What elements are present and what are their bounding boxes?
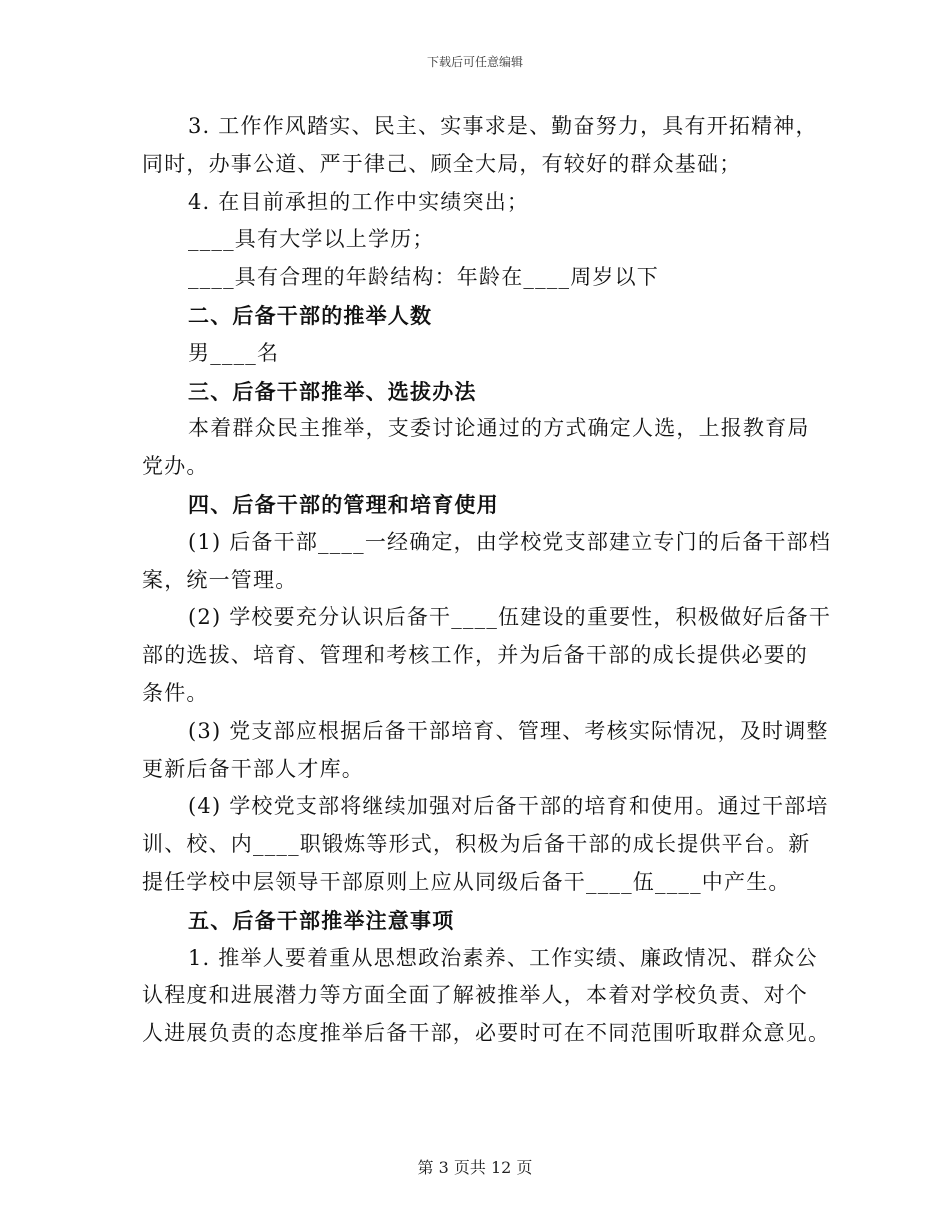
- paragraph-line: (2) 学校要充分认识后备干____伍建设的重要性，积极做好后备干: [188, 605, 832, 630]
- paragraph-line: 党办。: [142, 454, 209, 479]
- paragraph-line: 条件。: [142, 680, 209, 705]
- paragraph-line: 本着群众民主推举，支委讨论通过的方式确定人选，上报教育局: [188, 416, 810, 441]
- paragraph-line: 案，统一管理。: [142, 567, 298, 592]
- paragraph-line: (4) 学校党支部将继续加强对后备干部的培育和使用。通过干部培: [188, 794, 829, 819]
- paragraph-line: 1. 推举人要着重从思想政治素养、工作实绩、廉政情况、群众公: [188, 945, 818, 970]
- paragraph-line: ____具有合理的年龄结构：年龄在____周岁以下: [188, 265, 659, 290]
- paragraph-line: (1) 后备干部____一经确定，由学校党支部建立专门的后备干部档: [188, 529, 832, 554]
- section-heading: 三、后备干部推举、选拔办法: [188, 378, 477, 404]
- paragraph-line: 认程度和进展潜力等方面全面了解被推举人，本着对学校负责、对个: [142, 983, 808, 1008]
- section-heading: 四、后备干部的管理和培育使用: [188, 491, 499, 517]
- paragraph-line: 同时，办事公道、严于律己、顾全大局，有较好的群众基础；: [142, 151, 742, 176]
- paragraph-line: 更新后备干部人才库。: [142, 756, 364, 781]
- section-heading: 二、后备干部的推举人数: [188, 302, 433, 328]
- paragraph-line: (3) 党支部应根据后备干部培育、管理、考核实际情况，及时调整: [188, 718, 829, 743]
- paragraph-line: 提任学校中层领导干部原则上应从同级后备干____伍____中产生。: [142, 869, 791, 894]
- paragraph-line: 3. 工作作风踏实、民主、实事求是、勤奋努力，具有开拓精神，: [188, 114, 818, 138]
- paragraph-line: 训、校、内____职锻炼等形式，积极为后备干部的成长提供平台。新: [142, 832, 811, 857]
- paragraph-line: 人进展负责的态度推举后备干部，必要时可在不同范围听取群众意见。: [142, 1021, 831, 1046]
- document-body: [142, 108, 832, 1053]
- paragraph-line: 男____名: [188, 340, 280, 365]
- paragraph-line: 4. 在目前承担的工作中实绩突出；: [188, 189, 530, 214]
- page-header: 下载后可任意编辑: [426, 55, 523, 69]
- section-heading: 五、后备干部推举注意事项: [188, 907, 455, 933]
- paragraph-line: ____具有大学以上学历；: [188, 227, 435, 252]
- paragraph-line: 部的选拔、培育、管理和考核工作，并为后备干部的成长提供必要的: [142, 643, 808, 668]
- page-footer: 第 3 页共 12 页: [417, 1158, 533, 1177]
